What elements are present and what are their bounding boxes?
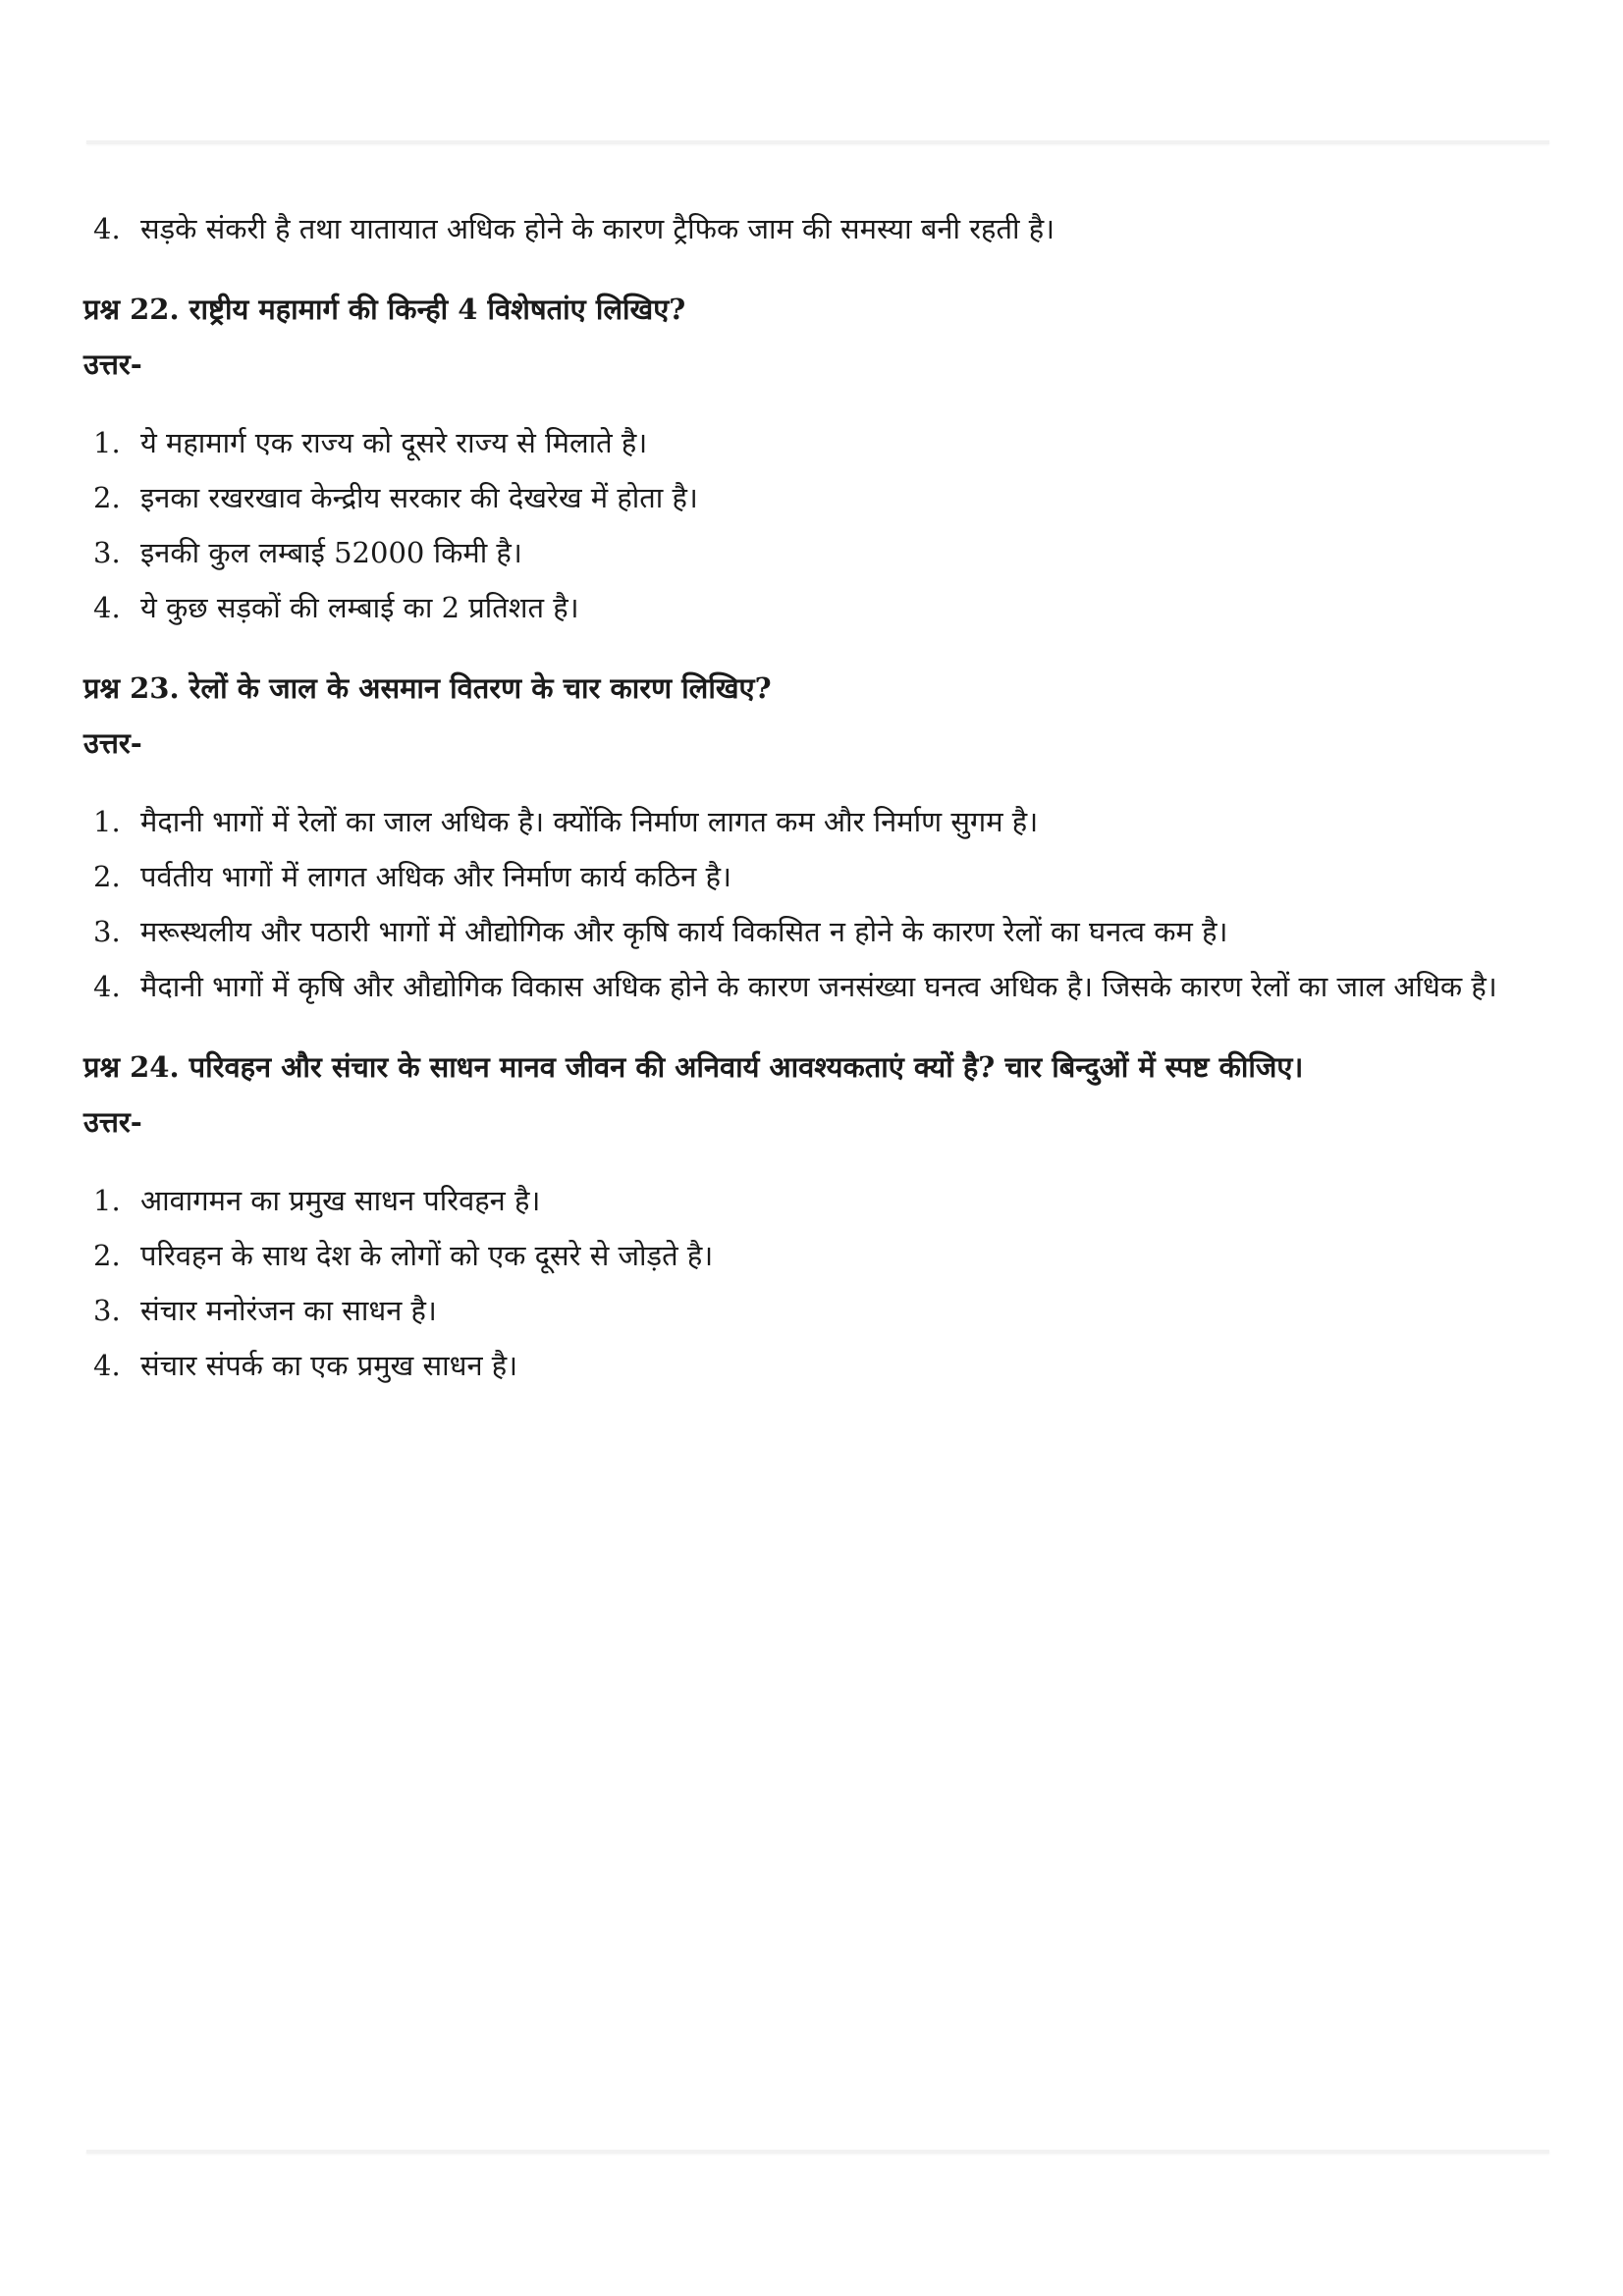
list-number: 2. — [93, 1239, 121, 1272]
answer-label: उत्तर- — [83, 347, 142, 381]
list-text: मैदानी भागों में रेलों का जाल अधिक है। क्योंकि निर्माण लागत कम और निर्माण सुगम है। — [140, 805, 1039, 838]
answer-list — [83, 794, 1546, 1014]
list-item — [83, 525, 1546, 580]
answer-label: उत्तर- — [83, 1105, 142, 1139]
question-22 — [83, 282, 1546, 635]
list-item — [83, 1338, 1546, 1393]
list-text: ये कुछ सड़कों की लम्बाई का 2 प्रतिशत है। — [140, 591, 579, 624]
answer-label: उत्तर- — [83, 726, 142, 760]
list-text: परिवहन के साथ देश के लोगों को एक दूसरे से जोड़ते है। — [140, 1239, 714, 1272]
list-item — [83, 794, 1546, 849]
list-item — [83, 959, 1546, 1014]
list-item — [83, 580, 1546, 635]
list-number: 2. — [93, 481, 121, 514]
answer-list — [83, 415, 1546, 635]
list-item — [83, 1283, 1546, 1338]
document-body — [83, 201, 1546, 1393]
list-text: संचार मनोरंजन का साधन है। — [140, 1294, 437, 1327]
list-item — [83, 849, 1546, 904]
list-number: 4. — [93, 1349, 121, 1382]
question-24 — [83, 1040, 1546, 1393]
list-text: पर्वतीय भागों में लागत अधिक और निर्माण कार्य कठिन है। — [140, 860, 731, 893]
list-item — [83, 415, 1546, 470]
list-text: मैदानी भागों में कृषि और औद्योगिक विकास अधिक होने के कारण जनसंख्या घनत्व अधिक है। जिसके कारण रेलों का जाल अधिक है। — [140, 970, 1497, 1003]
answer-list — [83, 1173, 1546, 1393]
list-item — [83, 1173, 1546, 1228]
bottom-divider — [86, 2150, 1549, 2154]
list-number: 3. — [93, 915, 121, 948]
top-divider — [86, 140, 1549, 144]
list-text: इनका रखरखाव केन्द्रीय सरकार की देखरेख में होता है। — [140, 481, 698, 514]
list-number: 4. — [93, 591, 121, 624]
list-text: ये महामार्ग एक राज्य को दूसरे राज्य से मिलाते है। — [140, 426, 648, 459]
list-number: 1. — [93, 805, 121, 838]
list-item — [83, 1228, 1546, 1283]
list-number: 1. — [93, 1184, 121, 1217]
list-text: मरूस्थलीय और पठारी भागों में औद्योगिक और कृषि कार्य विकसित न होने के कारण रेलों का घनत्व कम है। — [140, 915, 1228, 948]
question-heading: प्रश्न 24. परिवहन और संचार के साधन मानव जीवन की अनिवार्य आवश्यकताएं क्यों है? चार बिन्दुओं में स्पष्ट कीजिए। — [83, 1050, 1304, 1084]
list-number: 4. — [93, 212, 121, 245]
list-number: 4. — [93, 970, 121, 1003]
list-item — [83, 470, 1546, 525]
list-number: 3. — [93, 1294, 121, 1327]
list-text: इनकी कुल लम्बाई 52000 किमी है। — [140, 536, 522, 569]
question-heading: प्रश्न 22. राष्ट्रीय महामार्ग की किन्ही 4 विशेषतांए लिखिए? — [83, 293, 686, 326]
list-text: आवागमन का प्रमुख साधन परिवहन है। — [140, 1184, 541, 1217]
question-heading: प्रश्न 23. रेलों के जाल के असमान वितरण के चार कारण लिखिए? — [83, 671, 772, 705]
list-number: 2. — [93, 860, 121, 893]
question-23 — [83, 661, 1546, 1014]
list-text: संचार संपर्क का एक प्रमुख साधन है। — [140, 1349, 518, 1382]
list-number: 3. — [93, 536, 121, 569]
list-item — [83, 904, 1546, 959]
continued-answer-list — [83, 201, 1546, 256]
list-text: सड़के संकरी है तथा यातायात अधिक होने के कारण ट्रैफिक जाम की समस्या बनी रहती है। — [140, 212, 1055, 245]
list-item — [83, 201, 1546, 256]
list-number: 1. — [93, 426, 121, 459]
